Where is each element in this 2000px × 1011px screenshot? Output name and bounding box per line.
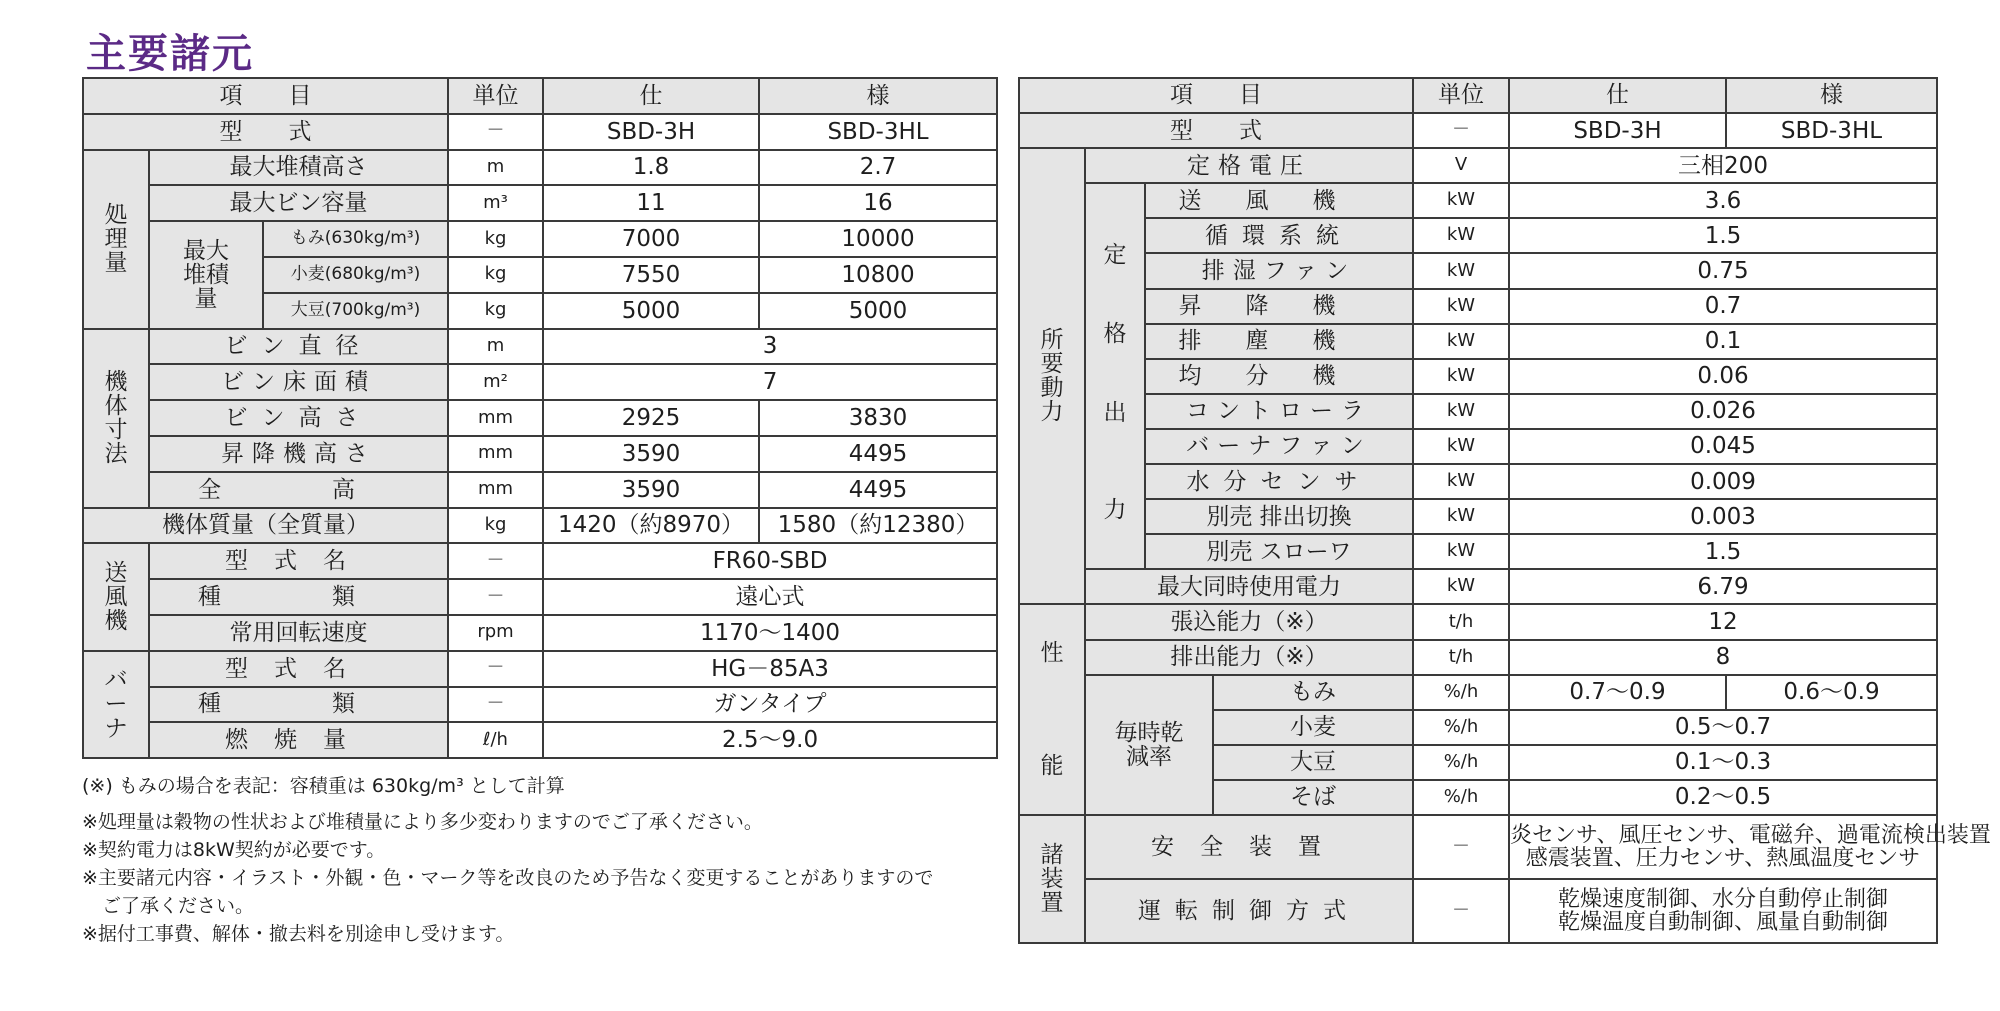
footnote: ※契約電力は8kW契約が必要です。 [82, 839, 386, 861]
row-unit: kW [1413, 253, 1509, 288]
row-label: 小麦(680kg/m³) [263, 257, 448, 293]
row-label: ビン高さ [149, 400, 448, 436]
row-value: 8 [1509, 640, 1937, 675]
row-value: 4495 [759, 436, 997, 472]
sub-group-char: 出 [1103, 400, 1127, 427]
row-label: 安全装置 [1085, 815, 1413, 879]
row-unit: m³ [448, 185, 543, 221]
row-value: 0.6〜0.9 [1726, 675, 1937, 710]
row-unit: kg [448, 293, 543, 329]
row-label: 全 高 [149, 472, 448, 508]
table-row [83, 472, 997, 508]
value-line: 炎センサ、風圧センサ、電磁弁、過電流検出装置 [1510, 822, 1991, 848]
row-unit: ℓ/h [448, 722, 543, 758]
footnote: ※主要諸元内容・イラスト・外観・色・マーク等を改良のため予告なく変更することがありますので [82, 867, 934, 889]
footnote: ※据付工事費、解体・撤去料を別途申し受けます。 [82, 923, 515, 945]
row-label: 均分機 [1145, 359, 1413, 394]
table-row [1019, 534, 1937, 569]
row-value: 10800 [759, 257, 997, 293]
spec-table-left [82, 77, 998, 759]
spec-table-right [1018, 77, 1991, 944]
row-value: 0.1 [1509, 324, 1937, 359]
table-header-row [83, 78, 997, 114]
table-row [1019, 359, 1937, 394]
row-label: 張込能力（※） [1085, 604, 1413, 639]
row-value: 三相200 [1509, 148, 1937, 183]
row-value: 0.5〜0.7 [1509, 710, 1937, 745]
row-value: 0.003 [1509, 499, 1937, 534]
row-label: 型 式 [83, 114, 448, 150]
table-row [83, 436, 997, 472]
table-row [83, 508, 997, 544]
row-label: 型 式 [1019, 113, 1413, 148]
footnote: ※処理量は穀物の性状および堆積量により多少変わりますのでご了承ください。 [82, 811, 763, 833]
row-value: 12 [1509, 604, 1937, 639]
row-label: 排湿ファン [1145, 253, 1413, 288]
group-char: 能 [1040, 752, 1064, 779]
row-value: 0.7〜0.9 [1509, 675, 1726, 710]
row-unit: kW [1413, 359, 1509, 394]
row-unit: kW [1413, 324, 1509, 359]
row-unit: kg [448, 508, 543, 544]
value-line: 感震装置、圧力センサ、熱風温度センサ [1525, 845, 1921, 871]
row-label: 循環系統 [1145, 218, 1413, 253]
row-label: 機体質量（全質量） [83, 508, 448, 544]
row-unit: %/h [1413, 780, 1509, 815]
table-row [1019, 289, 1937, 324]
row-unit: %/h [1413, 710, 1509, 745]
table-row [1019, 604, 1937, 639]
table-row [1019, 675, 1937, 710]
table-row [1019, 113, 1937, 148]
header-spec-2: 様 [1726, 78, 1937, 113]
row-label: 大豆(700kg/m³) [263, 293, 448, 329]
page-title: 主要諸元 [86, 31, 254, 77]
group-char: 性 [1040, 639, 1064, 666]
row-value [1509, 879, 1937, 943]
row-value: 7550 [543, 257, 759, 293]
row-unit: t/h [1413, 604, 1509, 639]
row-value: HG－85A3 [543, 651, 997, 687]
row-value: 2.5〜9.0 [543, 722, 997, 758]
sub-group-label: 最大堆積量 [149, 221, 263, 328]
header-spec-1: 仕 [543, 78, 759, 114]
row-value: ガンタイプ [543, 687, 997, 723]
table-row [1019, 879, 1937, 943]
row-label: 水分センサ [1145, 464, 1413, 499]
header-spec-2: 様 [759, 78, 997, 114]
row-label: 昇降機 [1145, 289, 1413, 324]
row-value: 7000 [543, 221, 759, 257]
sub-group-label [1085, 183, 1145, 569]
header-unit: 単位 [1413, 78, 1509, 113]
row-value: 0.1〜0.3 [1509, 745, 1937, 780]
row-unit: kg [448, 221, 543, 257]
row-label: ビン床面積 [149, 364, 448, 400]
row-value: 5000 [759, 293, 997, 329]
row-label: 送風機 [1145, 183, 1413, 218]
value-line: 乾燥速度制御、水分自動停止制御 [1557, 886, 1888, 912]
table-row [83, 150, 997, 186]
row-label: 別売 排出切換 [1145, 499, 1413, 534]
sub-group-char: 格 [1103, 321, 1127, 348]
row-value: 3830 [759, 400, 997, 436]
row-value: SBD-3HL [1726, 113, 1937, 148]
table-row [83, 329, 997, 365]
row-unit: mm [448, 436, 543, 472]
row-unit: kW [1413, 569, 1509, 604]
row-unit: － [448, 114, 543, 150]
footnotes [82, 772, 1002, 948]
row-label: コントローラ [1145, 394, 1413, 429]
header-spec-1: 仕 [1509, 78, 1726, 113]
group-label: バーナ [83, 651, 149, 758]
row-label: 常用回転速度 [149, 615, 448, 651]
row-label: 排塵機 [1145, 324, 1413, 359]
group-label: 送風機 [83, 543, 149, 650]
row-label: 種 類 [149, 579, 448, 615]
row-label: 運転制御方式 [1085, 879, 1413, 943]
row-label: 最大同時使用電力 [1085, 569, 1413, 604]
row-label: ビン直径 [149, 329, 448, 365]
row-unit: － [448, 651, 543, 687]
table-row [83, 364, 997, 400]
row-value: 1580（約12380） [759, 508, 997, 544]
row-label: 小麦 [1213, 710, 1413, 745]
row-label: 定格電圧 [1085, 148, 1413, 183]
row-unit: kW [1413, 464, 1509, 499]
row-label: 最大堆積高さ [149, 150, 448, 186]
row-unit: m² [448, 364, 543, 400]
value-line: 乾燥温度自動制御、風量自動制御 [1557, 909, 1888, 935]
row-unit: kW [1413, 289, 1509, 324]
row-unit: mm [448, 400, 543, 436]
row-value: 4495 [759, 472, 997, 508]
table-row [1019, 324, 1937, 359]
row-label: 大豆 [1213, 745, 1413, 780]
row-unit: － [448, 579, 543, 615]
row-label: 別売 スローワ [1145, 534, 1413, 569]
row-unit: V [1413, 148, 1509, 183]
row-value: SBD-3H [1509, 113, 1726, 148]
sub-group-char: 力 [1103, 497, 1127, 524]
row-unit: kg [448, 257, 543, 293]
group-label: 所要動力 [1019, 148, 1085, 604]
row-value: 0.009 [1509, 464, 1937, 499]
row-value: 0.75 [1509, 253, 1937, 288]
table-row [1019, 218, 1937, 253]
table-row [1019, 464, 1937, 499]
table-row [1019, 183, 1937, 218]
row-value [1509, 815, 1991, 879]
footnote: ご了承ください。 [102, 895, 255, 917]
table-row [83, 400, 997, 436]
header-item: 項 目 [1019, 78, 1413, 113]
row-unit: kW [1413, 394, 1509, 429]
table-row [1019, 815, 1937, 879]
row-unit: t/h [1413, 640, 1509, 675]
table-row [1019, 253, 1937, 288]
row-unit: m [448, 329, 543, 365]
row-unit: m [448, 150, 543, 186]
group-label: 処理量 [83, 150, 149, 329]
row-value: 0.2〜0.5 [1509, 780, 1937, 815]
row-value: SBD-3HL [759, 114, 997, 150]
row-label: 燃焼量 [149, 722, 448, 758]
table-row [83, 579, 997, 615]
table-row [1019, 640, 1937, 675]
footnote: (※) もみの場合を表記：容積重は 630kg/m³ として計算 [82, 775, 565, 797]
row-unit: kW [1413, 429, 1509, 464]
row-value: 3590 [543, 436, 759, 472]
row-value: 0.045 [1509, 429, 1937, 464]
row-unit: － [1413, 815, 1509, 879]
row-value: 6.79 [1509, 569, 1937, 604]
table-row [1019, 569, 1937, 604]
table-row [83, 687, 997, 723]
row-value: 3.6 [1509, 183, 1937, 218]
row-unit: kW [1413, 183, 1509, 218]
table-row [83, 221, 997, 257]
table-row [1019, 429, 1937, 464]
row-value: 7 [543, 364, 997, 400]
sub-group-char: 定 [1103, 242, 1127, 269]
row-unit: %/h [1413, 745, 1509, 780]
sub-group-label: 毎時乾減率 [1085, 675, 1213, 815]
table-row [83, 651, 997, 687]
header-item: 項 目 [83, 78, 448, 114]
row-value: 3590 [543, 472, 759, 508]
table-header-row [1019, 78, 1937, 113]
group-label: 諸装置 [1019, 815, 1085, 943]
row-value: 10000 [759, 221, 997, 257]
row-value: FR60-SBD [543, 543, 997, 579]
row-unit: %/h [1413, 675, 1509, 710]
row-label: もみ [1213, 675, 1413, 710]
row-label: そば [1213, 780, 1413, 815]
row-value: 0.7 [1509, 289, 1937, 324]
row-value: 1.5 [1509, 218, 1937, 253]
row-unit: kW [1413, 534, 1509, 569]
row-value: 1.8 [543, 150, 759, 186]
table-row [83, 615, 997, 651]
row-value: 2925 [543, 400, 759, 436]
table-row [1019, 499, 1937, 534]
row-value: 遠心式 [543, 579, 997, 615]
table-row [83, 114, 997, 150]
header-unit: 単位 [448, 78, 543, 114]
row-value: 5000 [543, 293, 759, 329]
row-unit: － [448, 543, 543, 579]
row-value: 16 [759, 185, 997, 221]
row-unit: － [1413, 113, 1509, 148]
row-value: 2.7 [759, 150, 997, 186]
row-label: もみ(630kg/m³) [263, 221, 448, 257]
group-label [1019, 604, 1085, 815]
table-row [83, 543, 997, 579]
row-unit: － [448, 687, 543, 723]
row-label: 昇降機高さ [149, 436, 448, 472]
row-value: 1.5 [1509, 534, 1937, 569]
group-label: 機体寸法 [83, 329, 149, 508]
row-label: 最大ビン容量 [149, 185, 448, 221]
row-value: 11 [543, 185, 759, 221]
row-value: 3 [543, 329, 997, 365]
row-value: 1170〜1400 [543, 615, 997, 651]
table-row [1019, 148, 1937, 183]
row-label: 型式名 [149, 543, 448, 579]
row-unit: mm [448, 472, 543, 508]
row-value: 1420（約8970） [543, 508, 759, 544]
row-label: バーナファン [1145, 429, 1413, 464]
row-label: 排出能力（※） [1085, 640, 1413, 675]
row-value: SBD-3H [543, 114, 759, 150]
row-value: 0.06 [1509, 359, 1937, 394]
row-unit: rpm [448, 615, 543, 651]
row-unit: kW [1413, 499, 1509, 534]
row-unit: kW [1413, 218, 1509, 253]
row-value: 0.026 [1509, 394, 1937, 429]
row-label: 型式名 [149, 651, 448, 687]
table-row [83, 722, 997, 758]
row-unit: － [1413, 879, 1509, 943]
row-label: 種 類 [149, 687, 448, 723]
table-row [1019, 394, 1937, 429]
table-row [83, 185, 997, 221]
